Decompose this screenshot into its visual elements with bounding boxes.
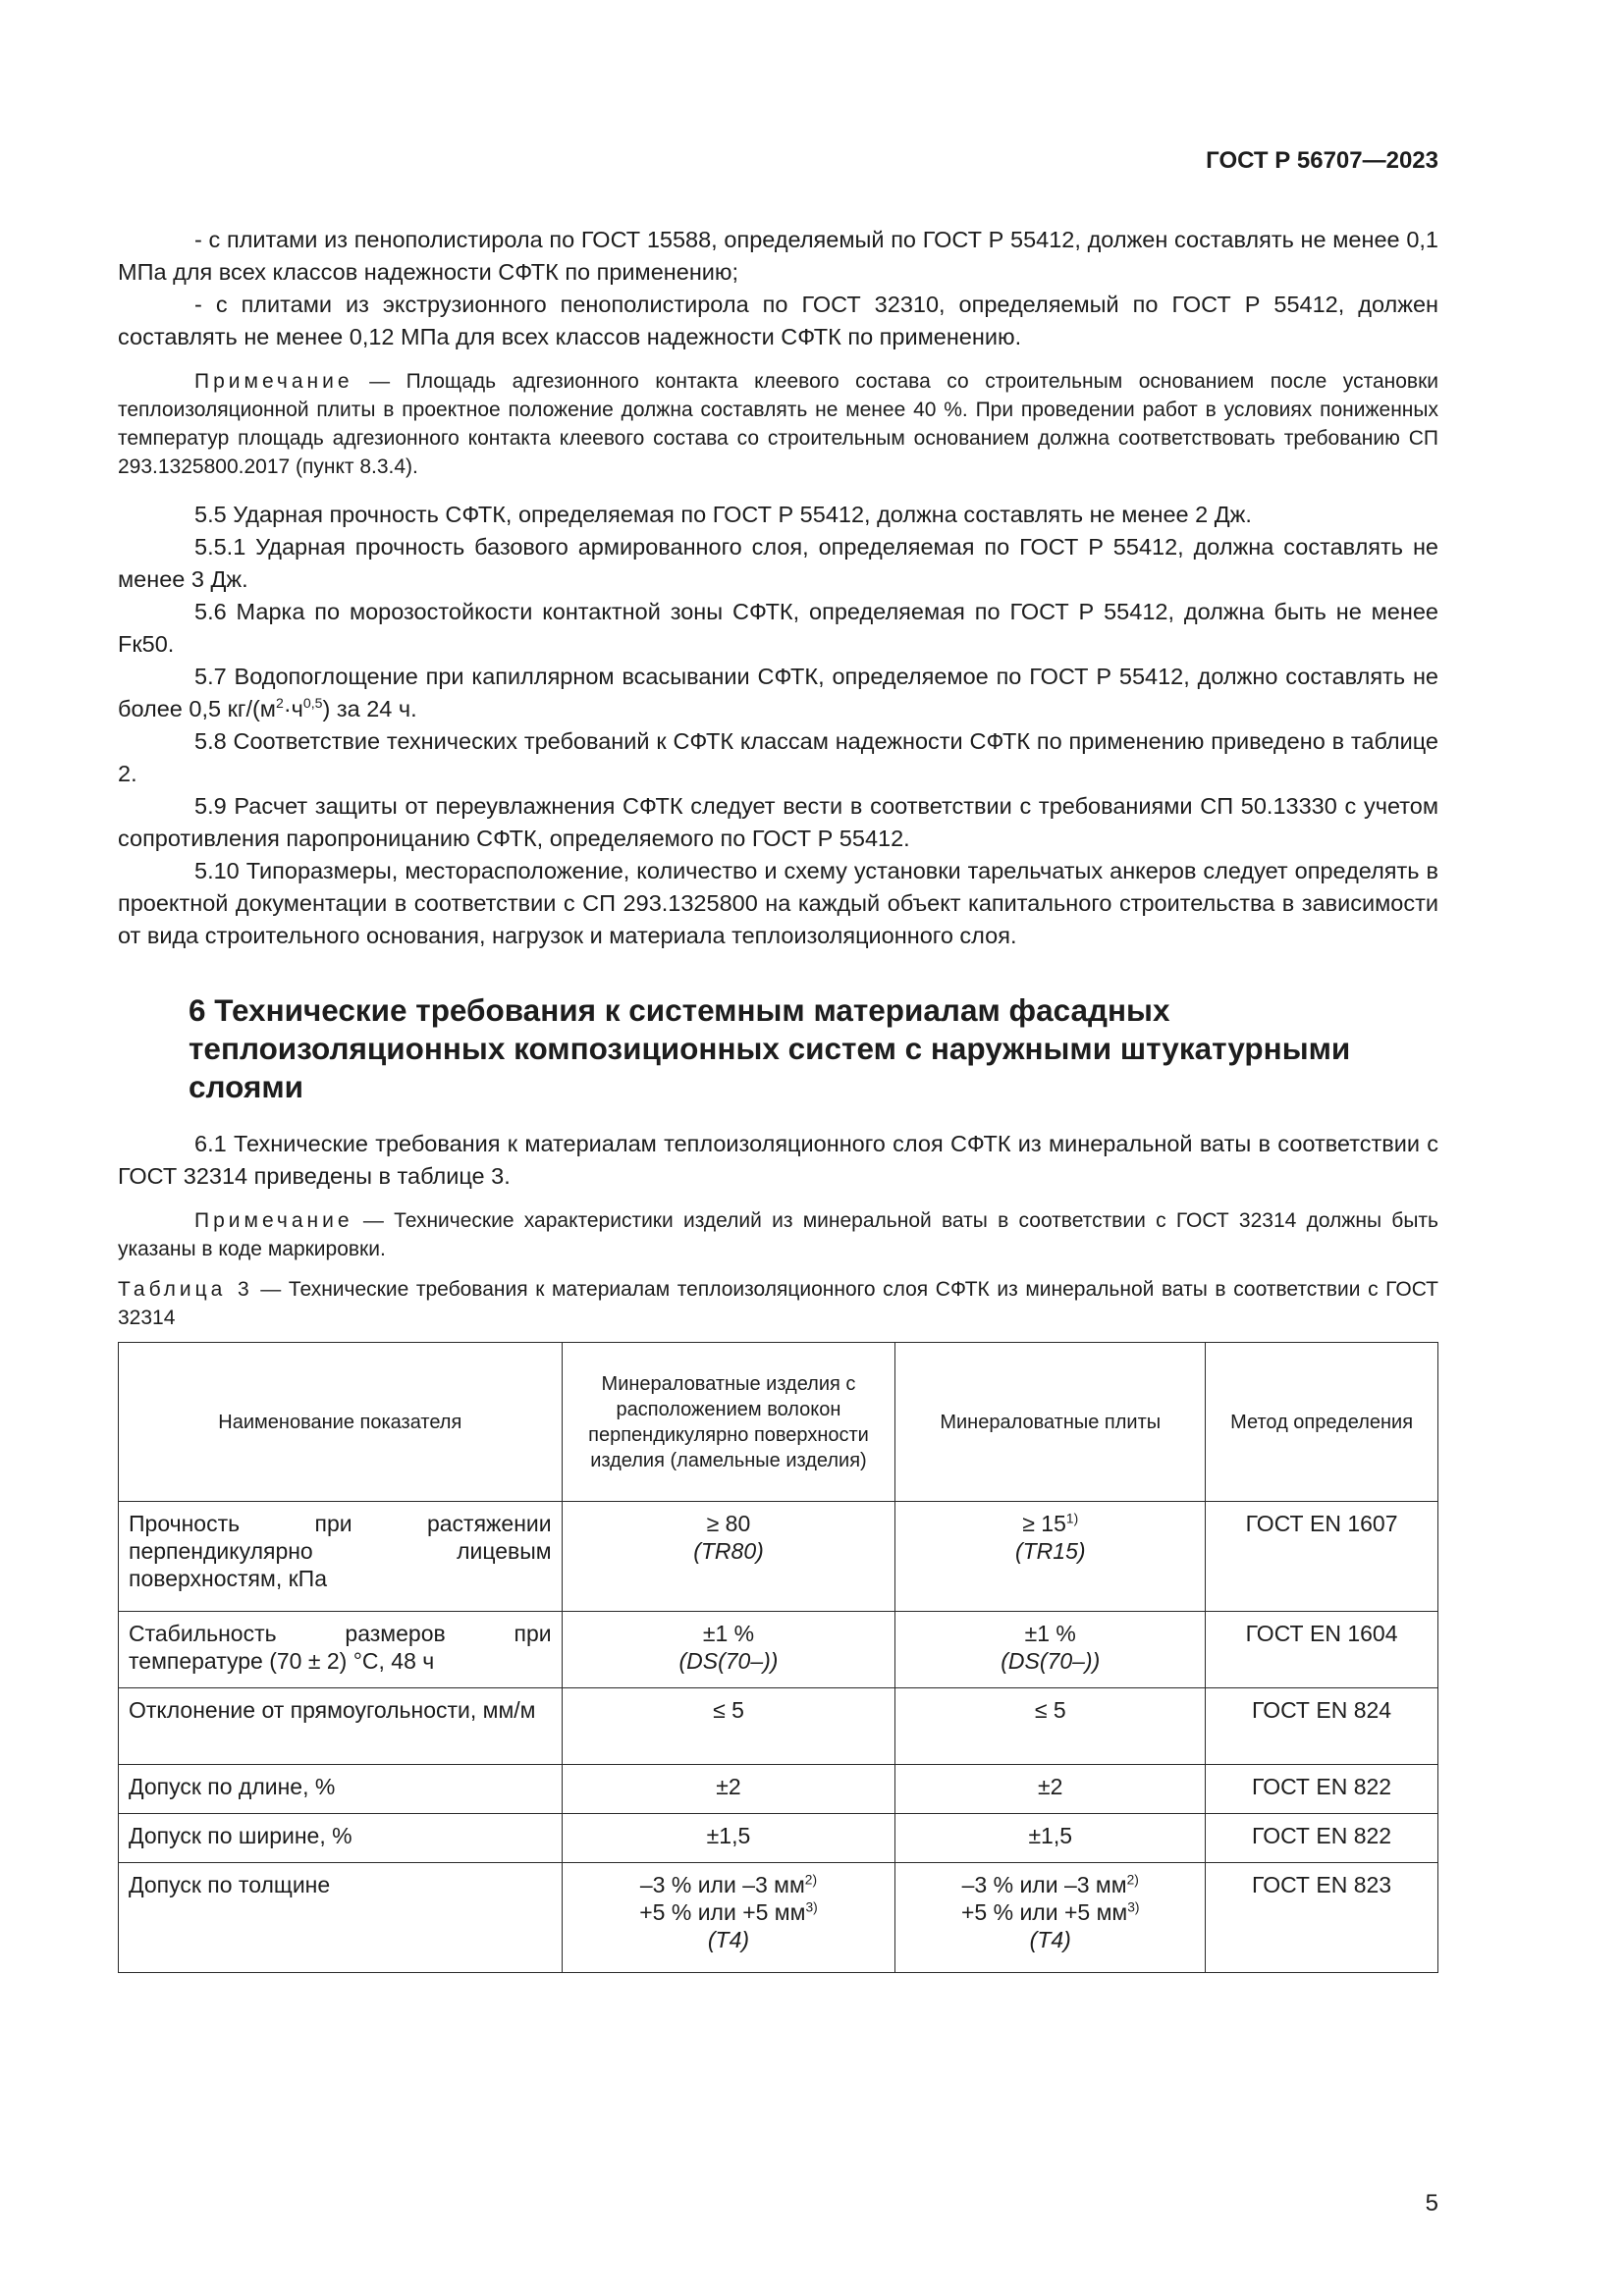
header-lamel: Минераловатные изделия с расположением волокон перпендикулярно поверхности изделия (ламельные изделия) bbox=[562, 1343, 895, 1502]
row-lamel bbox=[562, 1612, 895, 1688]
note-2 bbox=[118, 1206, 1438, 1263]
cell-line bbox=[905, 1871, 1195, 1898]
clause-5-7-sup-2: 0,5 bbox=[302, 695, 323, 712]
table-row bbox=[119, 1688, 1438, 1765]
row-method: ГОСТ EN 823 bbox=[1206, 1863, 1438, 1973]
intro-item-1: - с плитами из пенополистирола по ГОСТ 15588, определяемый по ГОСТ Р 55412, должен составлять не менее 0,1 МПа для всех классов надежности СФТК по применению; bbox=[118, 227, 1438, 285]
page-body bbox=[118, 224, 1438, 1973]
row-plates bbox=[895, 1502, 1206, 1612]
table-row bbox=[119, 1814, 1438, 1863]
cell-code: (T4) bbox=[707, 1927, 750, 1952]
row-lamel: ±1,5 bbox=[562, 1814, 895, 1863]
table-3-caption bbox=[118, 1275, 1438, 1332]
note-1 bbox=[118, 367, 1438, 481]
clause-5-7-text-a: 5.7 Водопоглощение при капиллярном всасывании СФТК, определяемое по ГОСТ Р 55412, должно составлять не более 0,5 кг/(м bbox=[118, 664, 1438, 721]
table-row bbox=[119, 1612, 1438, 1688]
header-indicator: Наименование показателя bbox=[119, 1343, 563, 1502]
footnote-ref: 1) bbox=[1065, 1511, 1079, 1526]
row-name: Допуск по толщине bbox=[119, 1863, 563, 1973]
note-1-text: — Площадь адгезионного контакта клеевого состава со строительным основанием после установки теплоизоляционной плиты в проектное положение должна составлять не менее 40 %. При проведении работ в условиях пониженных температур площадь адгезионного контакта клеевого состава со строительным основанием должна соответствовать требованию СП 293.1325800.2017 (пункт 8.3.4). bbox=[118, 370, 1438, 478]
row-name: Допуск по ширине, % bbox=[119, 1814, 563, 1863]
footnote-ref: 3) bbox=[1127, 1899, 1140, 1915]
table-row bbox=[119, 1502, 1438, 1612]
table-header-row bbox=[119, 1343, 1438, 1502]
row-method: ГОСТ EN 824 bbox=[1206, 1688, 1438, 1765]
row-plates bbox=[895, 1863, 1206, 1973]
cell-line-text: –3 % или –3 мм bbox=[961, 1872, 1127, 1897]
row-method: ГОСТ EN 1607 bbox=[1206, 1502, 1438, 1612]
row-lamel bbox=[562, 1502, 895, 1612]
table-row bbox=[119, 1765, 1438, 1814]
intro-item-2: - с плитами из экструзионного пенополистирола по ГОСТ 32310, определяемый по ГОСТ Р 55412, должен составлять не менее 0,12 МПа для всех классов надежности СФТК по применению. bbox=[118, 292, 1438, 349]
cell-value: ≥ 80 bbox=[706, 1511, 751, 1536]
cell-code: (TR80) bbox=[693, 1538, 764, 1564]
row-lamel bbox=[562, 1863, 895, 1973]
row-name: Прочность при растяжении перпендикулярно лицевым поверхностям, кПа bbox=[119, 1502, 563, 1612]
note-2-label: Примечание bbox=[194, 1209, 353, 1232]
clause-5-8: 5.8 Соответствие технических требований к СФТК классам надежности СФТК по применению приведено в таблице 2. bbox=[118, 728, 1438, 786]
cell-line bbox=[572, 1898, 886, 1926]
table-3-caption-text: — Технические требования к материалам теплоизоляционного слоя СФТК из минеральной ваты в соответствии с ГОСТ 32314 bbox=[118, 1278, 1438, 1329]
row-name: Отклонение от прямоугольности, мм/м bbox=[119, 1688, 563, 1765]
row-lamel: ±2 bbox=[562, 1765, 895, 1814]
clauses-section-5 bbox=[118, 499, 1438, 952]
note-1-label: Примечание bbox=[194, 370, 353, 393]
clause-5-7-text-b: ·ч bbox=[283, 696, 303, 721]
document-code: ГОСТ Р 56707—2023 bbox=[1206, 147, 1438, 174]
cell-code: (T4) bbox=[1029, 1927, 1071, 1952]
cell-value-text: ≥ 15 bbox=[1022, 1511, 1066, 1536]
clause-6-1: 6.1 Технические требования к материалам теплоизоляционного слоя СФТК из минеральной ваты в соответствии с ГОСТ 32314 приведены в таблице 3. bbox=[118, 1131, 1438, 1189]
row-plates bbox=[895, 1612, 1206, 1688]
cell-value: ±1 % bbox=[702, 1621, 755, 1646]
cell-value: ±1 % bbox=[1024, 1621, 1076, 1646]
clause-5-7-sup-1: 2 bbox=[275, 695, 284, 712]
row-method: ГОСТ EN 822 bbox=[1206, 1814, 1438, 1863]
row-plates: ≤ 5 bbox=[895, 1688, 1206, 1765]
row-lamel: ≤ 5 bbox=[562, 1688, 895, 1765]
row-name: Стабильность размеров при температуре (70 ± 2) °С, 48 ч bbox=[119, 1612, 563, 1688]
section-6-heading: 6 Технические требования к системным материалам фасадных теплоизоляционных композиционных систем с наружными штукатурными слоями bbox=[189, 992, 1351, 1104]
clause-5-5: 5.5 Ударная прочность СФТК, определяемая по ГОСТ Р 55412, должна составлять не менее 2 Дж. bbox=[194, 502, 1252, 527]
cell-code: (DS(70–)) bbox=[678, 1648, 779, 1674]
header-method: Метод определения bbox=[1206, 1343, 1438, 1502]
clause-5-5-1: 5.5.1 Ударная прочность базового армированного слоя, определяемая по ГОСТ Р 55412, должна составлять не менее 3 Дж. bbox=[118, 534, 1438, 592]
cell-code: (TR15) bbox=[1014, 1538, 1086, 1564]
row-method: ГОСТ EN 1604 bbox=[1206, 1612, 1438, 1688]
cell-line-text: +5 % или +5 мм bbox=[961, 1899, 1128, 1925]
footnote-ref: 3) bbox=[805, 1899, 818, 1915]
cell-code: (DS(70–)) bbox=[1001, 1648, 1101, 1674]
table-row bbox=[119, 1863, 1438, 1973]
cell-line-text: +5 % или +5 мм bbox=[639, 1899, 806, 1925]
row-plates: ±1,5 bbox=[895, 1814, 1206, 1863]
cell-line bbox=[572, 1871, 886, 1898]
cell-line bbox=[905, 1898, 1195, 1926]
page-number: 5 bbox=[1425, 2190, 1438, 2216]
row-plates: ±2 bbox=[895, 1765, 1206, 1814]
table-3 bbox=[118, 1342, 1438, 1973]
table-3-caption-label: Таблица 3 bbox=[118, 1278, 253, 1301]
header-plates: Минераловатные плиты bbox=[895, 1343, 1206, 1502]
clause-5-7-text-c: ) за 24 ч. bbox=[322, 696, 417, 721]
cell-value bbox=[905, 1510, 1195, 1537]
row-method: ГОСТ EN 822 bbox=[1206, 1765, 1438, 1814]
footnote-ref: 2) bbox=[1126, 1872, 1139, 1888]
note-2-text: — Технические характеристики изделий из минеральной ваты в соответствии с ГОСТ 32314 должны быть указаны в коде маркировки. bbox=[118, 1209, 1438, 1260]
clause-5-10: 5.10 Типоразмеры, месторасположение, количество и схему установки тарельчатых анкеров следует определять в проектной документации в соответствии с СП 293.1325800 на каждый объект капитального строительства в зависимости от вида строительного основания, нагрузок и материала теплоизоляционного слоя. bbox=[118, 858, 1438, 948]
clause-5-9: 5.9 Расчет защиты от переувлажнения СФТК следует вести в соответствии с требованиями СП 50.13330 с учетом сопротивления паропроницанию СФТК, определяемого по ГОСТ Р 55412. bbox=[118, 793, 1438, 851]
clause-5-6: 5.6 Марка по морозостойкости контактной зоны СФТК, определяемая по ГОСТ Р 55412, должна быть не менее Fк50. bbox=[118, 599, 1438, 657]
cell-line-text: –3 % или –3 мм bbox=[639, 1872, 805, 1897]
footnote-ref: 2) bbox=[804, 1872, 818, 1888]
clause-5-7 bbox=[118, 661, 1438, 725]
row-name: Допуск по длине, % bbox=[119, 1765, 563, 1814]
